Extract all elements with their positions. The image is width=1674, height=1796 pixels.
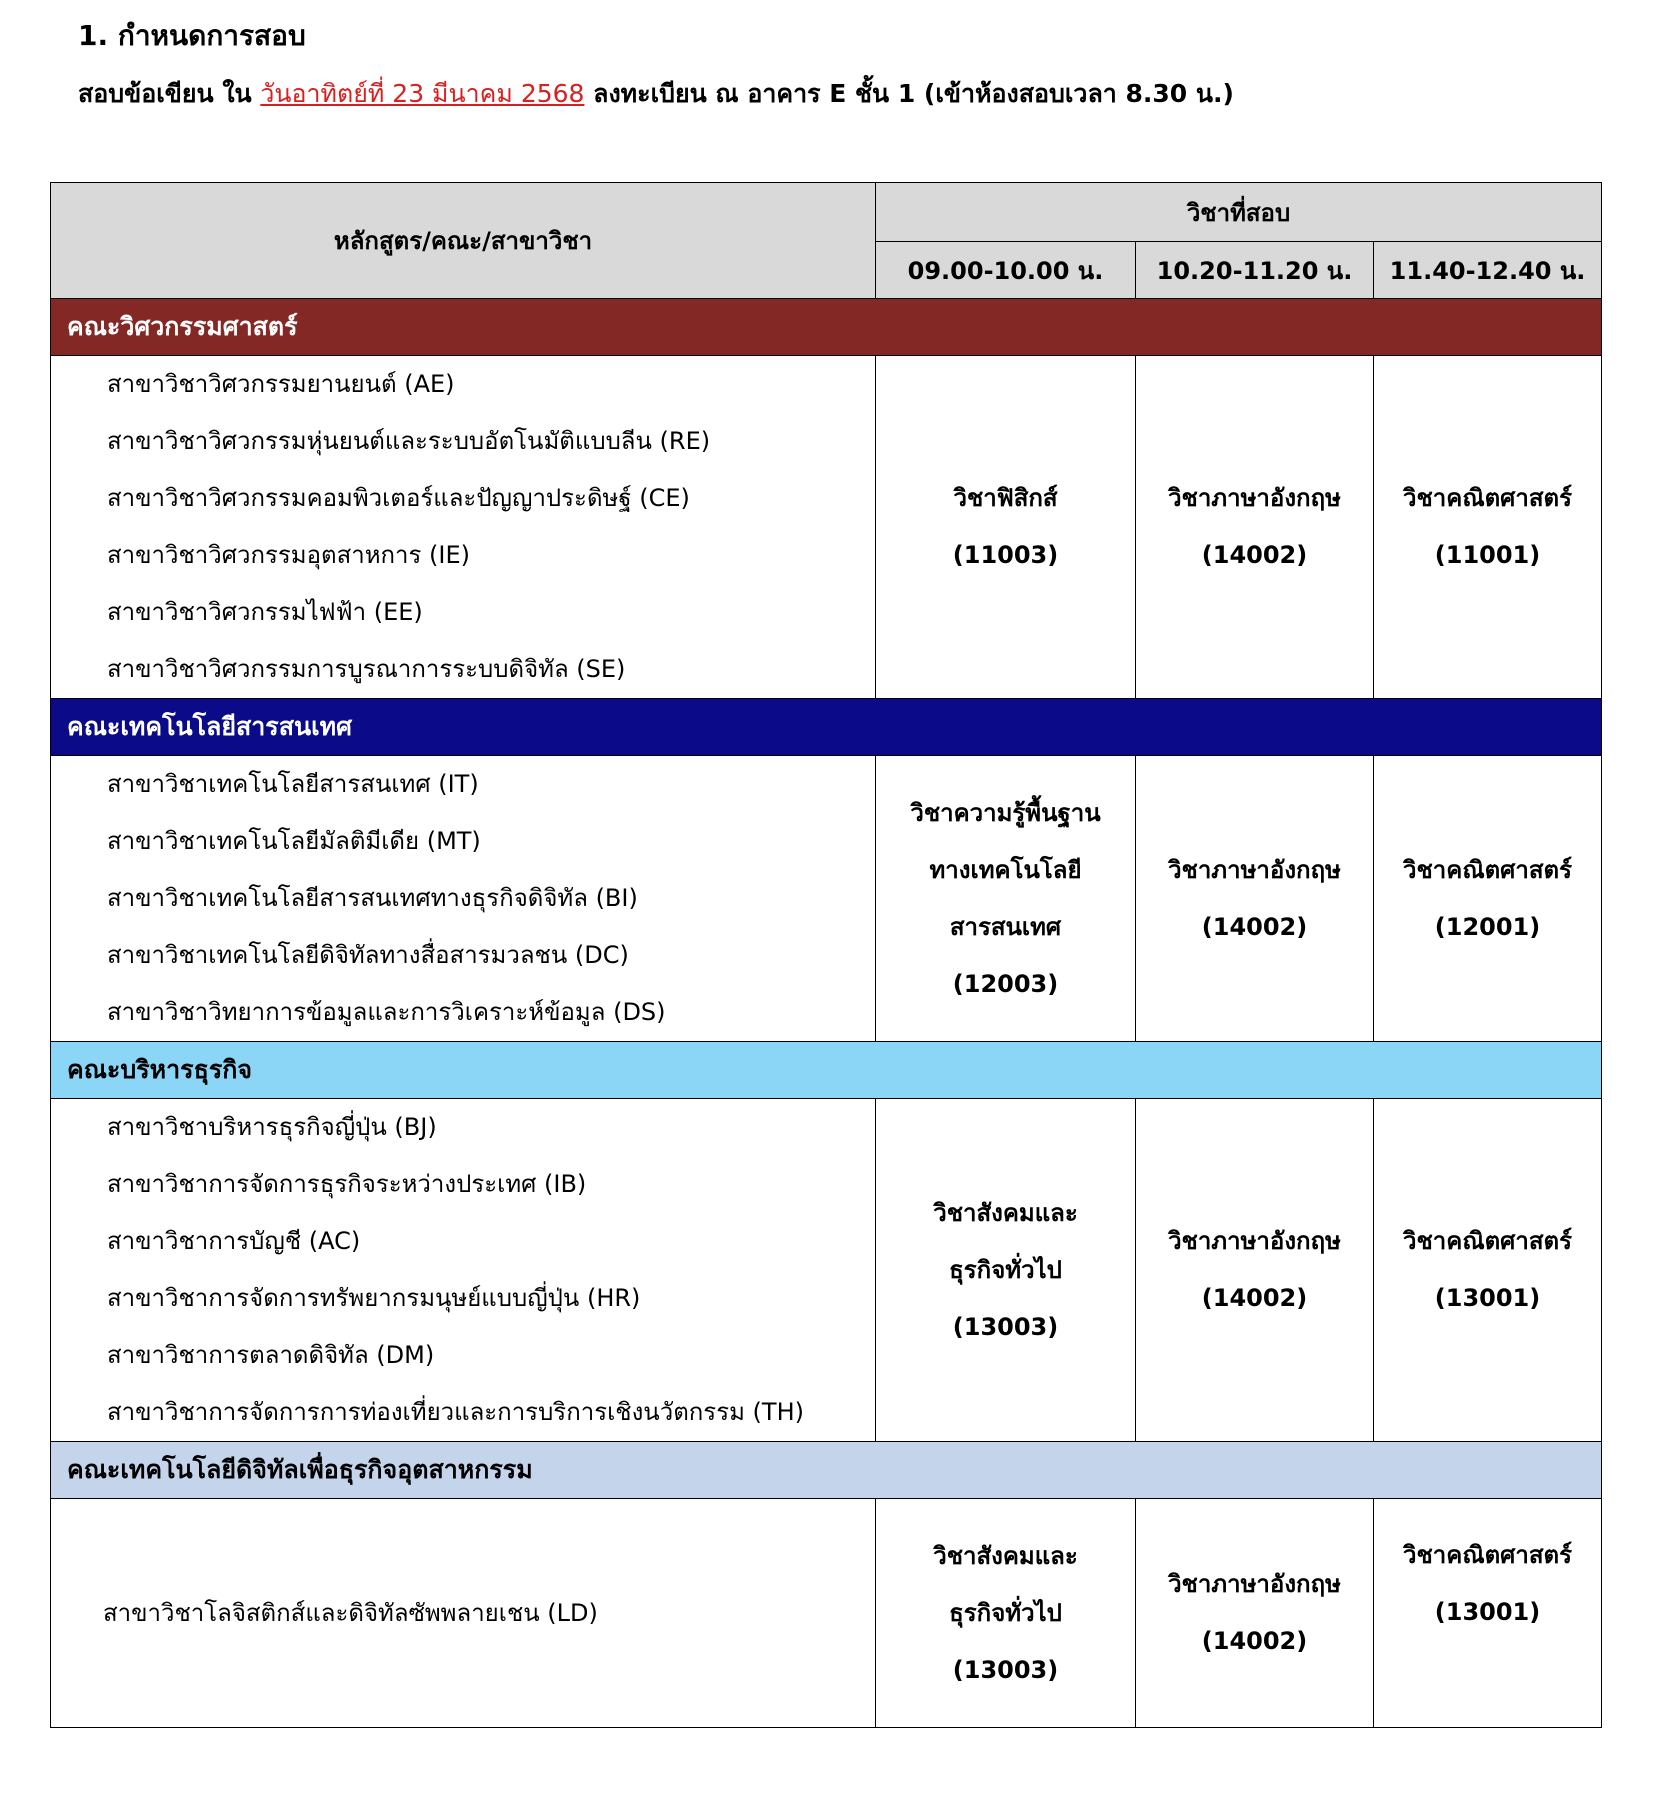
subject-code: (11003) [952,541,1059,569]
major-list [51,756,876,1042]
time-slot-1: 09.00-10.00 น. [876,242,1136,299]
major-item: สาขาวิชาการจัดการการท่องเที่ยวและการบริการเชิงนวัตกรรม (TH) [107,1398,804,1426]
subject-code: (12003) [952,969,1059,998]
subject-cell-slot-1 [876,756,1136,1042]
intro-prefix: สอบข้อเขียน ใน [78,79,261,108]
subject-cell-slot-1 [876,356,1136,699]
subject-cell-slot-3 [1374,756,1602,1042]
page-heading: 1. กำหนดการสอบ [78,19,306,52]
subject-name: สารสนเทศ [949,912,1062,941]
subject-name: วิชาคณิตศาสตร์ [1403,1541,1572,1569]
subject-cell-slot-2 [1136,1099,1374,1442]
faculty-name: คณะเทคโนโลยีดิจิทัลเพื่อธุรกิจอุตสาหกรรม [51,1442,1602,1499]
faculty-row-digital-industry [51,1442,1602,1499]
intro-suffix: ลงทะเบียน ณ อาคาร E ชั้น 1 (เข้าห้องสอบเวลา 8.30 น.) [584,79,1234,108]
major-item: สาขาวิชาเทคโนโลยีดิจิทัลทางสื่อสารมวลชน (DC) [107,941,629,969]
subject-code: (14002) [1201,541,1308,569]
faculty-body-engineering [51,356,1602,699]
subject-code: (13001) [1434,1598,1541,1626]
subject-code: (11001) [1434,541,1541,569]
faculty-body-digital-industry [51,1499,1602,1728]
subject-code: (14002) [1201,1627,1308,1655]
faculty-row-it [51,699,1602,756]
subject-name: วิชาสังคมและ [933,1198,1078,1227]
major-item: สาขาวิชาวิศวกรรมการบูรณาการระบบดิจิทัล (SE) [107,655,626,683]
subject-code: (13003) [952,1312,1059,1341]
subject-cell-slot-1 [876,1099,1136,1442]
exam-date: วันอาทิตย์ที่ 23 มีนาคม 2568 [260,79,585,108]
exam-intro [78,74,1234,114]
time-slot-3: 11.40-12.40 น. [1374,242,1602,299]
subject-cell-slot-3 [1374,1099,1602,1442]
subject-name: วิชาคณิตศาสตร์ [1403,484,1572,512]
faculty-row-engineering [51,299,1602,356]
subject-code: (14002) [1201,912,1308,941]
major-item: สาขาวิชาเทคโนโลยีมัลติมีเดีย (MT) [107,827,481,855]
major-item: สาขาวิชาการจัดการทรัพยากรมนุษย์แบบญี่ปุ่น (HR) [107,1284,641,1312]
subject-name: วิชาภาษาอังกฤษ [1168,855,1341,884]
subject-code: (14002) [1201,1284,1308,1312]
subject-name: ทางเทคโนโลยี [929,855,1082,884]
faculty-row-business [51,1042,1602,1099]
subject-cell-slot-2 [1136,356,1374,699]
subject-cell-slot-2 [1136,756,1374,1042]
major-item: สาขาวิชาเทคโนโลยีสารสนเทศทางธุรกิจดิจิทัล (BI) [107,884,638,912]
subject-code: (12001) [1434,912,1541,941]
subject-code: (13001) [1434,1284,1541,1312]
faculty-name: คณะวิศวกรรมศาสตร์ [51,299,1602,356]
major-item: สาขาวิชาวิทยาการข้อมูลและการวิเคราะห์ข้อมูล (DS) [107,998,666,1026]
major-item: สาขาวิชาบริหารธุรกิจญี่ปุ่น (BJ) [107,1113,437,1141]
major-item: สาขาวิชาวิศวกรรมยานยนต์ (AE) [107,370,455,398]
subject-header: วิชาที่สอบ [876,183,1602,242]
exam-schedule-table [50,182,1602,1728]
major-list [51,356,876,699]
major-item: สาขาวิชาเทคโนโลยีสารสนเทศ (IT) [107,770,479,798]
subject-name: วิชาคณิตศาสตร์ [1403,1227,1572,1255]
subject-cell-slot-3 [1374,1499,1602,1728]
faculty-name: คณะเทคโนโลยีสารสนเทศ [51,699,1602,756]
subject-name: วิชาภาษาอังกฤษ [1168,484,1341,512]
major-item: สาขาวิชาวิศวกรรมอุตสาหการ (IE) [107,541,471,569]
program-header: หลักสูตร/คณะ/สาขาวิชา [51,183,876,299]
major-item: สาขาวิชาการจัดการธุรกิจระหว่างประเทศ (IB) [107,1170,587,1198]
subject-name: วิชาสังคมและ [933,1541,1078,1570]
subject-name: วิชาภาษาอังกฤษ [1168,1570,1341,1598]
major-list [51,1499,876,1728]
major-item: สาขาวิชาวิศวกรรมไฟฟ้า (EE) [107,598,423,626]
faculty-body-it [51,756,1602,1042]
subject-name: วิชาความรู้พื้นฐาน [910,798,1101,827]
major-item: สาขาวิชาวิศวกรรมคอมพิวเตอร์และปัญญาประดิษฐ์ (CE) [107,484,690,512]
faculty-name: คณะบริหารธุรกิจ [51,1042,1602,1099]
major-list [51,1099,876,1442]
subject-cell-slot-2 [1136,1499,1374,1728]
major-item: สาขาวิชาวิศวกรรมหุ่นยนต์และระบบอัตโนมัติแบบลีน (RE) [107,427,711,455]
time-slot-2: 10.20-11.20 น. [1136,242,1374,299]
major-item: สาขาวิชาการบัญชี (AC) [107,1227,361,1255]
subject-cell-slot-3 [1374,356,1602,699]
subject-name: วิชาฟิสิกส์ [953,484,1058,512]
subject-name: ธุรกิจทั่วไป [949,1255,1062,1284]
subject-name: ธุรกิจทั่วไป [949,1598,1062,1627]
subject-name: วิชาภาษาอังกฤษ [1168,1227,1341,1255]
major-item: สาขาวิชาการตลาดดิจิทัล (DM) [107,1341,435,1369]
major-item: สาขาวิชาโลจิสติกส์และดิจิทัลซัพพลายเชน (LD) [103,1598,598,1627]
faculty-body-business [51,1099,1602,1442]
subject-code: (13003) [952,1655,1059,1684]
subject-cell-slot-1 [876,1499,1136,1728]
subject-name: วิชาคณิตศาสตร์ [1403,855,1572,884]
